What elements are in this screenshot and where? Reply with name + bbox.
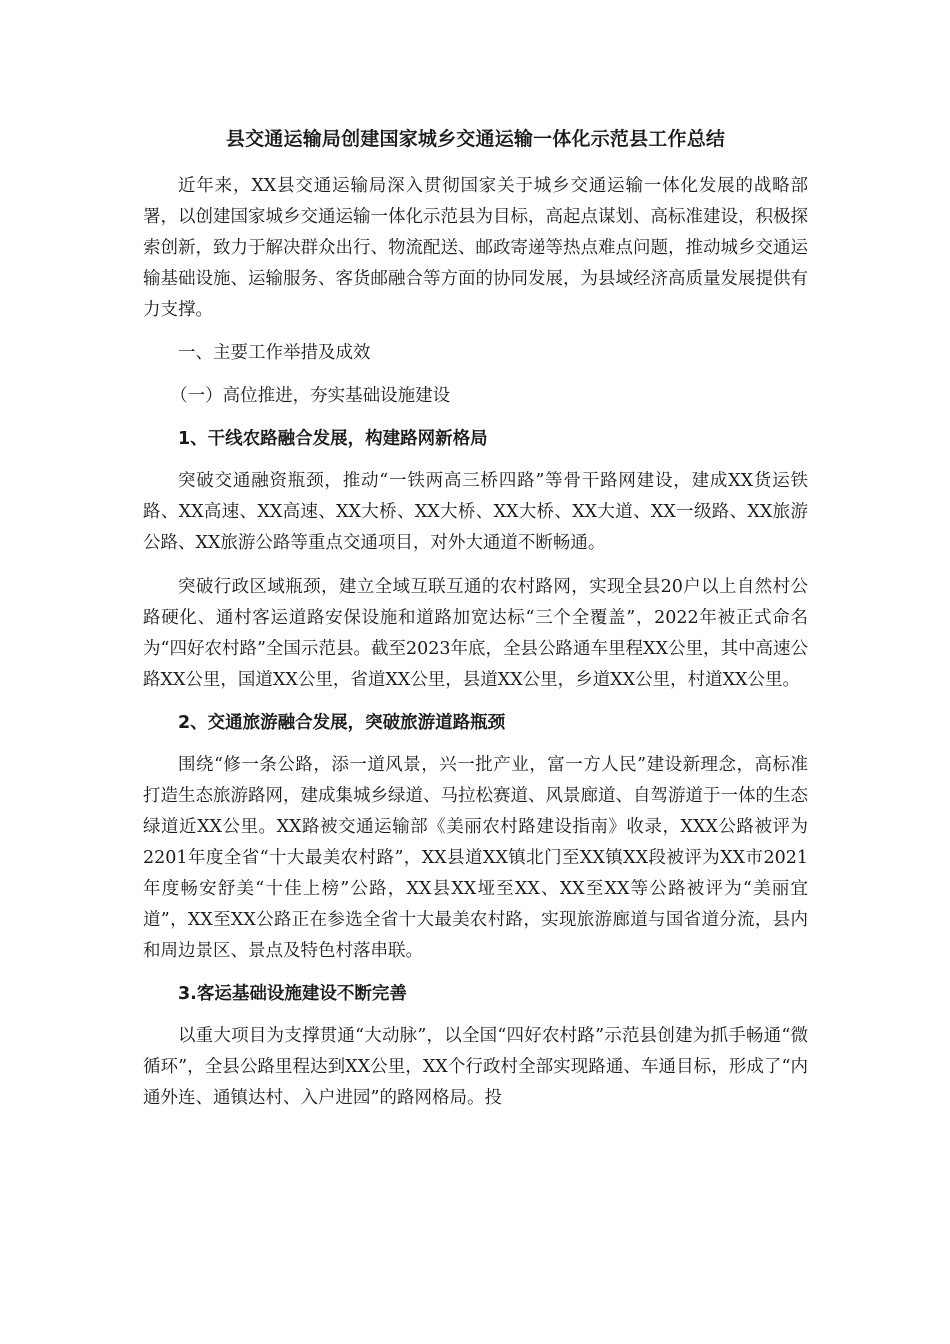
intro-paragraph: 近年来，XX县交通运输局深入贯彻国家关于城乡交通运输一体化发展的战略部署，以创建国家城乡交通运输一体化示范县为目标，高起点谋划、高标准建设，积极探索创新，致力于解决群众出行、物流配送、邮政寄递等热点难点问题，推动城乡交通运输基础设施、运输服务、客货邮融合等方面的协同发展，为县域经济高质量发展提供有力支撑。: [143, 176, 808, 320]
paragraph-financing: 突破交通融资瓶颈，推动“一铁两高三桥四路”等骨干路网建设，建成XX货运铁路、XX高速、XX高速、XX大桥、XX大桥、XX大桥、XX大道、XX一级路、XX旅游公路、XX旅游公路等重点交通项目，对外大通道不断畅通。: [143, 471, 808, 553]
subsection-heading-infrastructure: （一）高位推进，夯实基础设施建设: [170, 386, 451, 406]
paragraph-tourism-roads: 围绕“修一条公路，添一道风景，兴一批产业，富一方人民”建设新理念，高标准打造生态旅游路网，建成集城乡绿道、马拉松赛道、风景廊道、自驾游道于一体的生态绿道近XX公里。XX路被交通运输部《美丽农村路建设指南》收录，XXX公路被评为2201年度全省“十大最美农村路”，XX县道XX镇北门至XX镇XX段被评为XX市2021年度畅安舒美“十佳上榜”公路，XX县XX垭至XX、XX至XX等公路被评为“美丽宜道”，XX至XX公路正在参选全省十大最美农村路，实现旅游廊道与国省道分流，县内和周边景区、景点及特色村落串联。: [143, 755, 808, 961]
document-title: 县交通运输局创建国家城乡交通运输一体化示范县工作总结: [225, 128, 726, 150]
document-page: [143, 118, 808, 1114]
paragraph-passenger-infrastructure: 以重大项目为支撑贯通“大动脉”，以全国“四好农村路”示范县创建为抓手畅通“微循环”，全县公路里程达到XX公里，XX个行政村全部实现路通、车通目标，形成了“内通外连、通镇达村、入户进园”的路网格局。投: [143, 1026, 808, 1108]
item-heading-tourism-roads: 2、交通旅游融合发展，突破旅游道路瓶颈: [178, 713, 506, 733]
item-heading-road-network: 1、干线农路融合发展，构建路网新格局: [178, 429, 488, 449]
section-heading-main-measures: 一、主要工作举措及成效: [178, 343, 371, 363]
paragraph-rural-roads: 突破行政区域瓶颈，建立全域互联互通的农村路网，实现全县20户以上自然村公路硬化、通村客运道路安保设施和道路加宽达标“三个全覆盖”，2022年被正式命名为“四好农村路”全国示范县。截至2023年底，全县公路通车里程XX公里，其中高速公路XX公里，国道XX公里，省道XX公里，县道XX公里，乡道XX公里，村道XX公里。: [143, 577, 808, 690]
item-heading-passenger-infrastructure: 3.客运基础设施建设不断完善: [178, 984, 407, 1004]
